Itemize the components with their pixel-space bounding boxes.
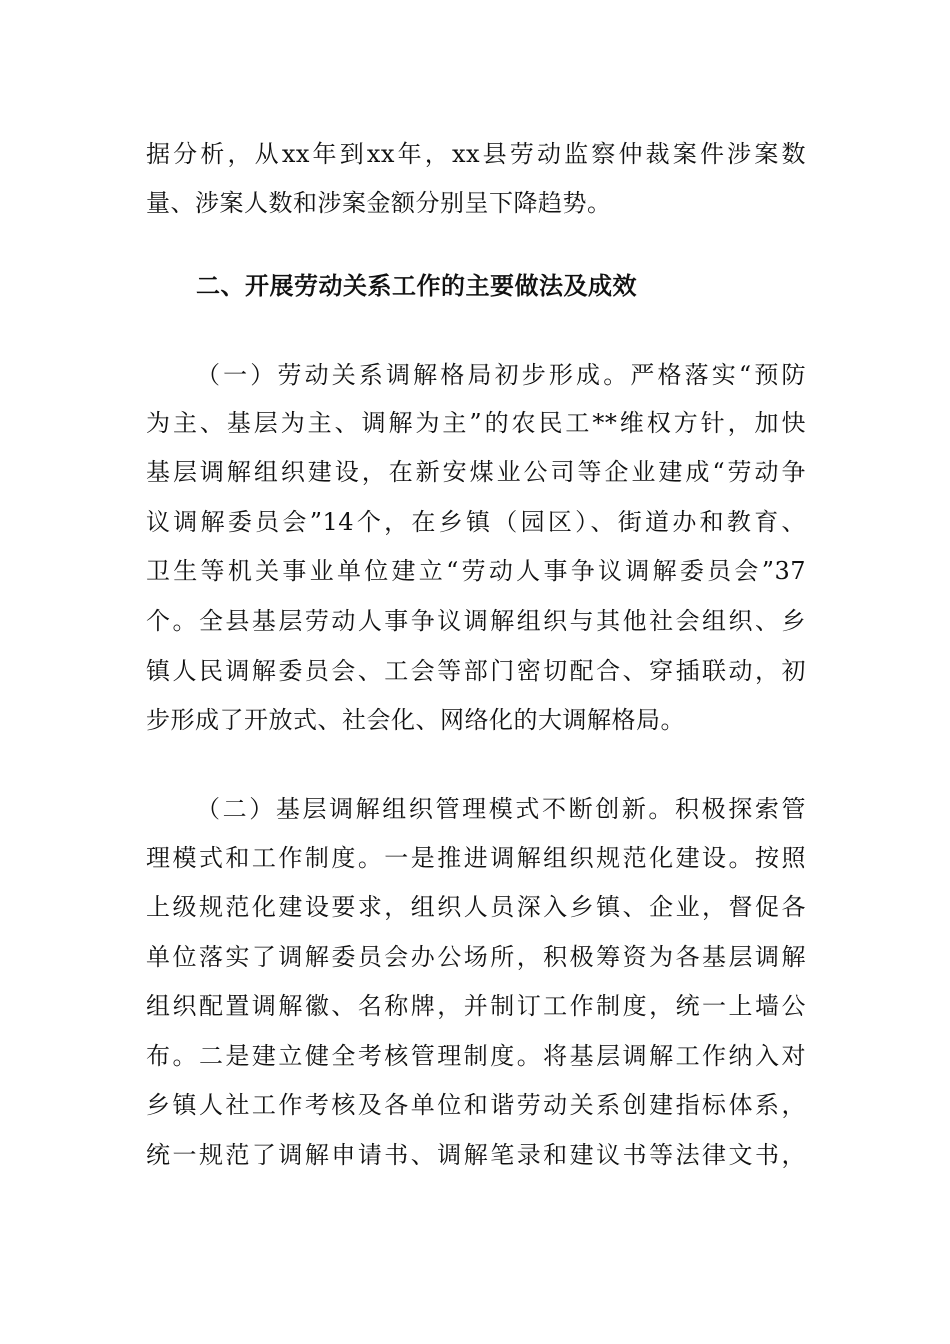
paragraph-1-line-7: 镇人民调解委员会、工会等部门密切配合、穿插联动，初 xyxy=(146,657,806,685)
paragraph-1-line-5: 卫生等机关事业单位建立“劳动人事争议调解委员会”37 xyxy=(146,557,806,585)
paragraph-2-line-7: 乡镇人社工作考核及各单位和谐劳动关系创建指标体系， xyxy=(146,1091,806,1119)
paragraph-1-line-2: 为主、基层为主、调解为主”的农民工**维权方针，加快 xyxy=(146,409,806,437)
paragraph-2-line-2: 理模式和工作制度。一是推进调解组织规范化建设。按照 xyxy=(146,844,806,872)
paragraph-2-line-5: 组织配置调解徽、名称牌，并制订工作制度，统一上墙公 xyxy=(146,992,806,1020)
section-heading: 二、开展劳动关系工作的主要做法及成效 xyxy=(196,271,637,300)
paragraph-1-line-6: 个。全县基层劳动人事争议调解组织与其他社会组织、乡 xyxy=(146,607,806,635)
paragraph-2-line-8: 统一规范了调解申请书、调解笔录和建议书等法律文书， xyxy=(146,1141,806,1169)
paragraph-2-line-6: 布。二是建立健全考核管理制度。将基层调解工作纳入对 xyxy=(146,1042,806,1070)
paragraph-1-line-1: （一）劳动关系调解格局初步形成。严格落实“预防 xyxy=(196,361,806,389)
paragraph-1-line-4: 议调解委员会”14个，在乡镇（园区）、街道办和教育、 xyxy=(146,508,806,536)
intro-line-2: 量、涉案人数和涉案金额分别呈下降趋势。 xyxy=(146,189,612,217)
paragraph-2-line-1: （二）基层调解组织管理模式不断创新。积极探索管 xyxy=(196,795,806,823)
intro-line-1: 据分析，从xx年到xx年，xx县劳动监察仲裁案件涉案数 xyxy=(146,140,806,168)
paragraph-1-line-8: 步形成了开放式、社会化、网络化的大调解格局。 xyxy=(146,706,685,734)
paragraph-2-line-4: 单位落实了调解委员会办公场所，积极筹资为各基层调解 xyxy=(146,943,806,971)
paragraph-2-line-3: 上级规范化建设要求，组织人员深入乡镇、企业，督促各 xyxy=(146,893,806,921)
paragraph-1-line-3: 基层调解组织建设，在新安煤业公司等企业建成“劳动争 xyxy=(146,458,806,486)
